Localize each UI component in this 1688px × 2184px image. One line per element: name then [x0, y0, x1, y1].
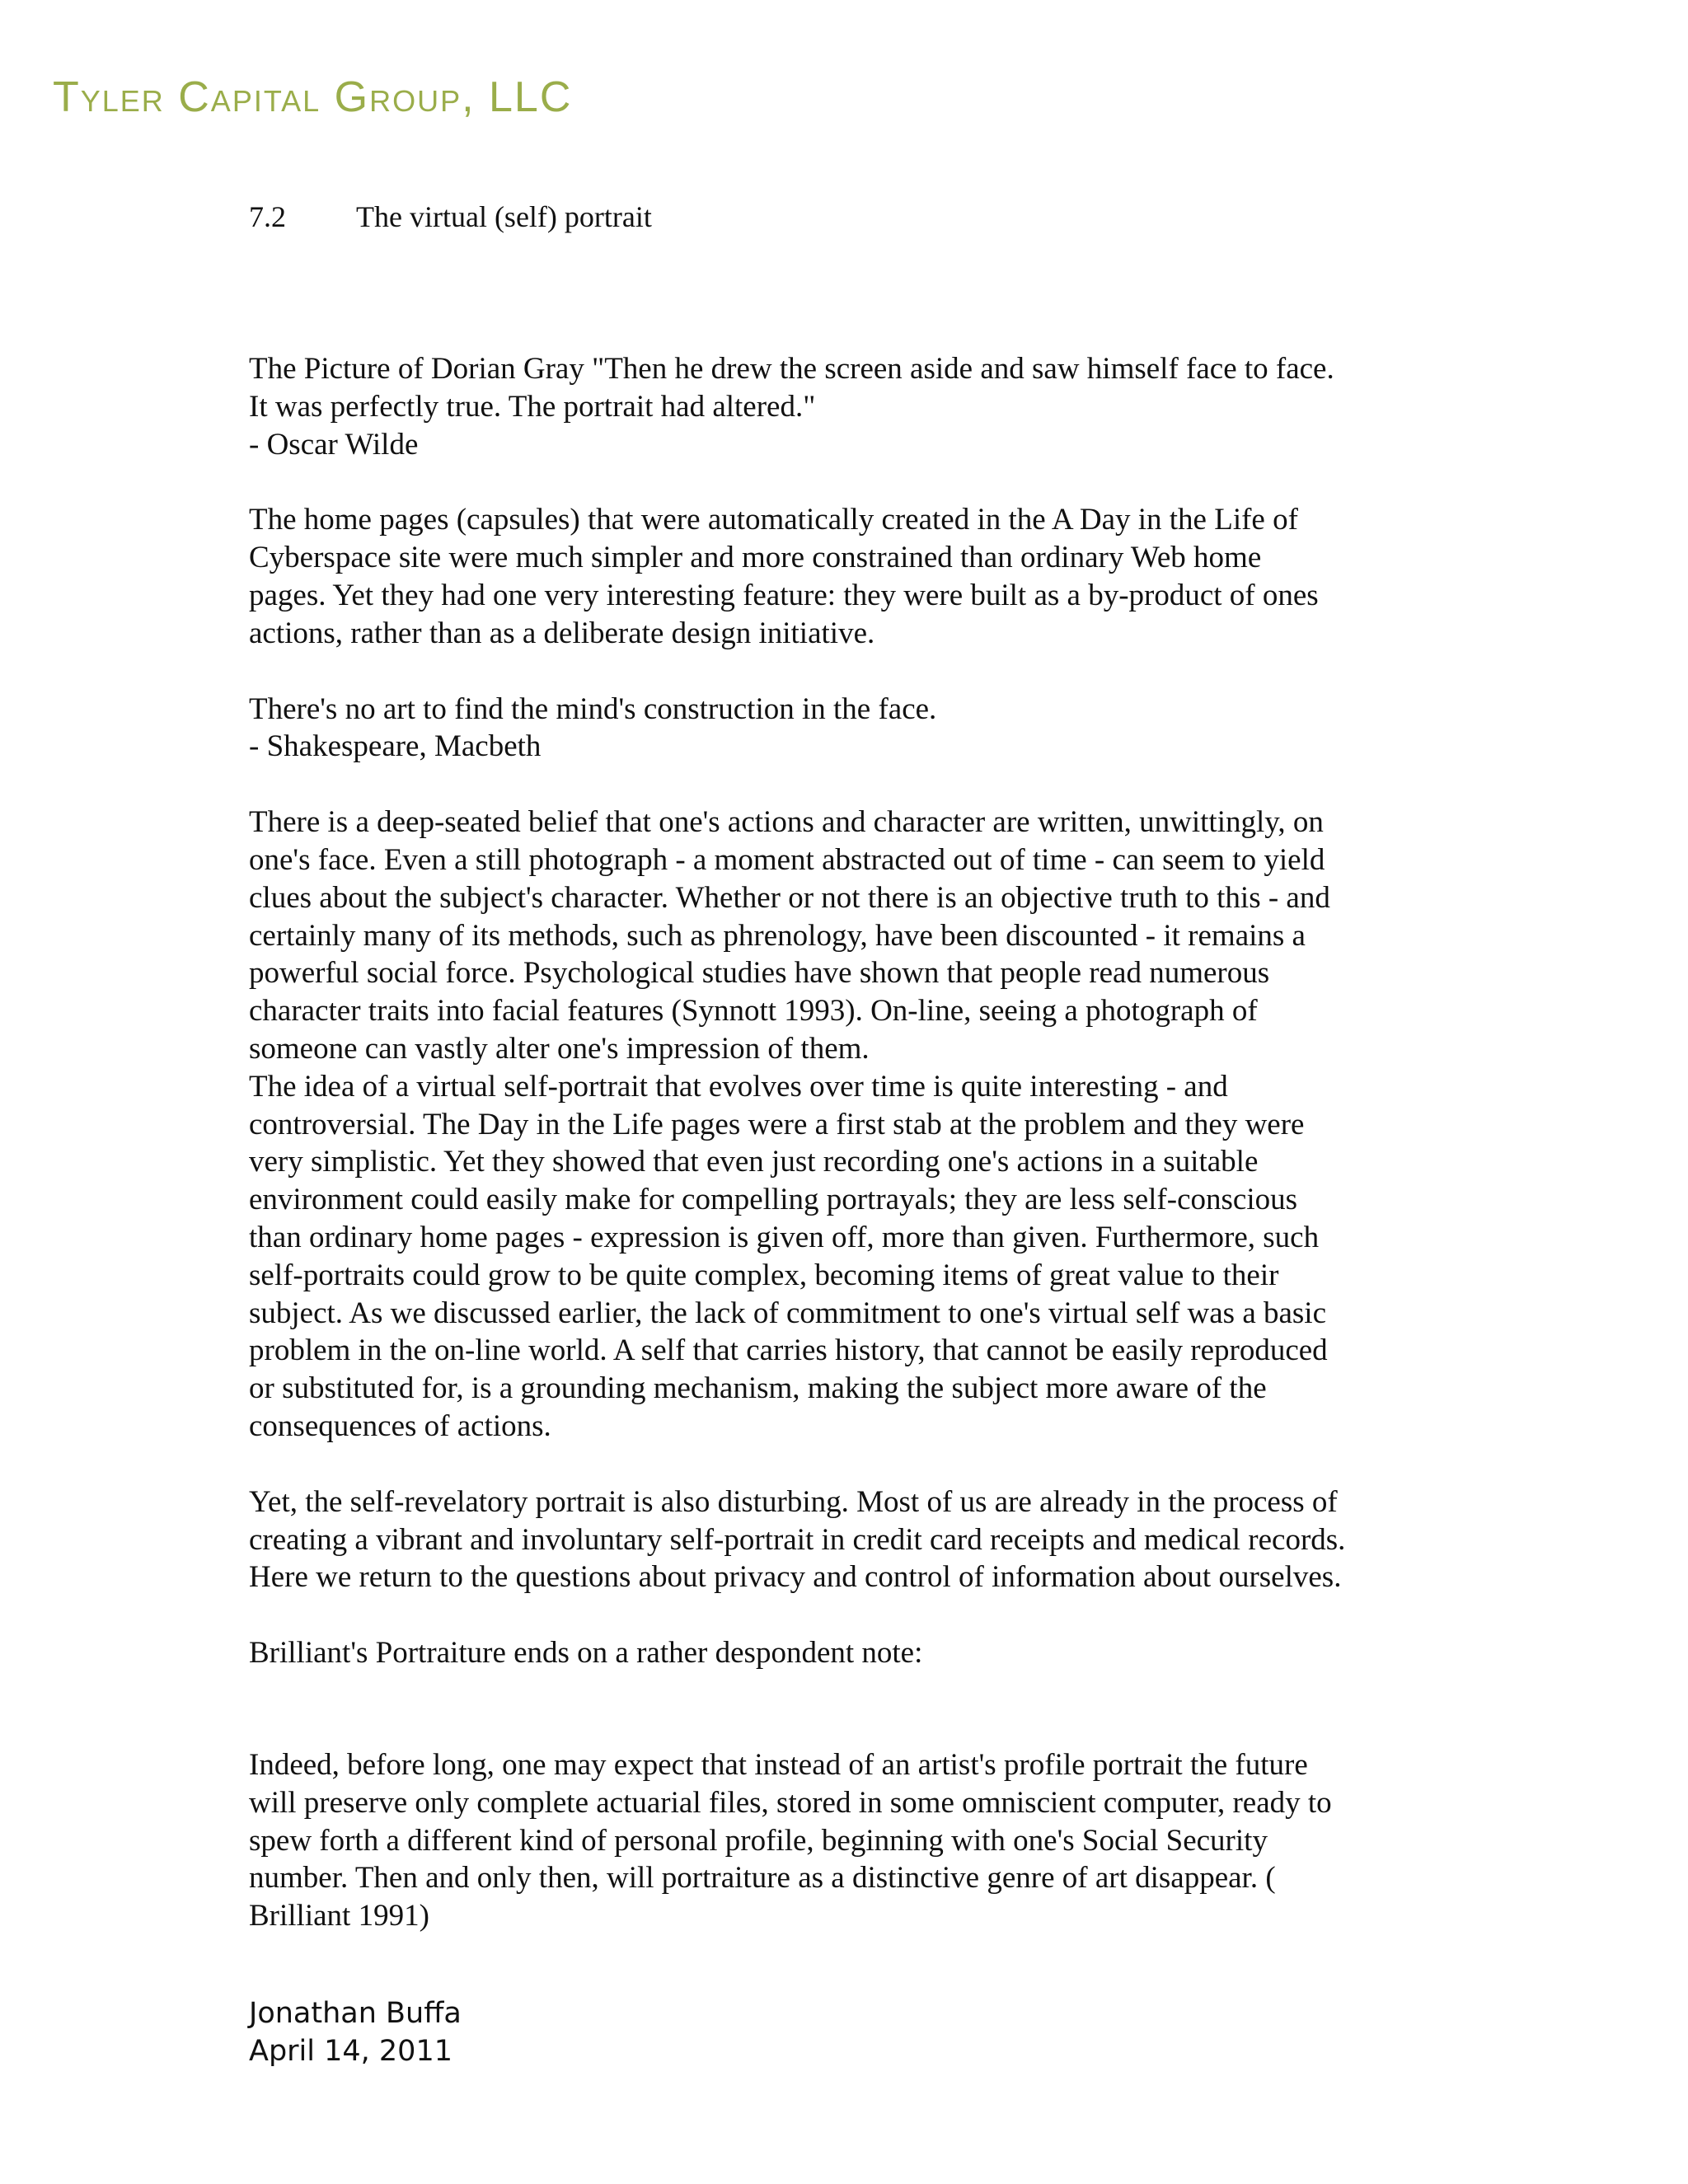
paragraph-line: creating a vibrant and involuntary self-portrait in credit card receipts and medical records.: [249, 1522, 1346, 1557]
signature-date: April 14, 2011: [249, 2035, 452, 2068]
paragraph-line: It was perfectly true. The portrait had altered.": [249, 389, 816, 424]
paragraph-line: Brilliant's Portraiture ends on a rather despondent note:: [249, 1636, 923, 1671]
paragraph-line: will preserve only complete actuarial files, stored in some omniscient computer, ready to: [249, 1785, 1332, 1820]
paragraph-line: or substituted for, is a grounding mechanism, making the subject more aware of the: [249, 1371, 1267, 1406]
paragraph-line: very simplistic. Yet they showed that even just recording one's actions in a suitable: [249, 1145, 1259, 1179]
paragraph-gap: [249, 766, 1461, 804]
paragraph-gap: [249, 1596, 1461, 1634]
paragraph-line: certainly many of its methods, such as phrenology, have been discounted - it remains a: [249, 918, 1306, 953]
paragraph-line: one's face. Even a still photograph - a moment abstracted out of time - can seem to yield: [249, 842, 1325, 877]
paragraph-line: Brilliant 1991): [249, 1899, 429, 1933]
paragraph-line: clues about the subject's character. Whether or not there is an objective truth to this - and: [249, 880, 1330, 915]
paragraph-line: than ordinary home pages - expression is given off, more than given. Furthermore, such: [249, 1220, 1320, 1254]
paragraph-line: Indeed, before long, one may expect that instead of an artist's profile portrait the future: [249, 1747, 1308, 1782]
paragraph-line: - Shakespeare, Macbeth: [249, 729, 542, 764]
paragraph-line: There is a deep-seated belief that one's actions and character are written, unwittingly, on: [249, 805, 1324, 840]
section-number: 7.2: [249, 200, 286, 233]
section-heading: [249, 199, 652, 234]
paragraph-line: number. Then and only then, will portraiture as a distinctive genre of art disappear. (: [249, 1861, 1276, 1896]
paragraph-line: pages. Yet they had one very interesting feature: they were built as a by-product of ones: [249, 578, 1319, 612]
paragraph-line: Cyberspace site were much simpler and more constrained than ordinary Web home: [249, 541, 1262, 575]
paragraph-line: someone can vastly alter one's impression of them.: [249, 1031, 870, 1066]
paragraph-line: spew forth a different kind of personal profile, beginning with one's Social Security: [249, 1823, 1268, 1858]
paragraph-gap: [249, 1446, 1461, 1483]
document-body: [249, 350, 1461, 1935]
signature-block: [249, 1994, 462, 2070]
paragraph-line: problem in the on-line world. A self that carries history, that cannot be easily reproduced: [249, 1333, 1328, 1368]
paragraph-line: The Picture of Dorian Gray "Then he drew the screen aside and saw himself face to face.: [249, 352, 1334, 386]
paragraph-line: environment could easily make for compelling portrayals; they are less self-conscious: [249, 1183, 1298, 1217]
paragraph-line: - Oscar Wilde: [249, 427, 419, 462]
paragraph-gap: [249, 1672, 1461, 1746]
paragraph-gap: [249, 653, 1461, 691]
paragraph-line: self-portraits could grow to be quite complex, becoming items of great value to their: [249, 1258, 1279, 1292]
author-name: Jonathan Buffa: [249, 1997, 462, 2030]
paragraph-line: The home pages (capsules) that were automatically created in the A Day in the Life of: [249, 503, 1298, 537]
paragraph-gap: [249, 463, 1461, 501]
paragraph-line: The idea of a virtual self-portrait that evolves over time is quite interesting - and: [249, 1069, 1228, 1104]
company-header: Tyler Capital Group, LLC: [53, 73, 573, 121]
paragraph-line: character traits into facial features (Synnott 1993). On-line, seeing a photograph of: [249, 994, 1258, 1029]
paragraph-line: Here we return to the questions about privacy and control of information about ourselves.: [249, 1560, 1342, 1595]
paragraph-line: There's no art to find the mind's construction in the face.: [249, 691, 937, 726]
paragraph-line: subject. As we discussed earlier, the lack of commitment to one's virtual self was a basic: [249, 1296, 1327, 1330]
paragraph-line: controversial. The Day in the Life pages were a first stab at the problem and they were: [249, 1107, 1305, 1141]
paragraph-line: consequences of actions.: [249, 1408, 551, 1443]
paragraph-line: powerful social force. Psychological studies have shown that people read numerous: [249, 956, 1270, 991]
section-title: The virtual (self) portrait: [356, 200, 652, 233]
paragraph-line: actions, rather than as a deliberate design initiative.: [249, 616, 875, 650]
paragraph-line: Yet, the self-revelatory portrait is also disturbing. Most of us are already in the process of: [249, 1484, 1338, 1519]
